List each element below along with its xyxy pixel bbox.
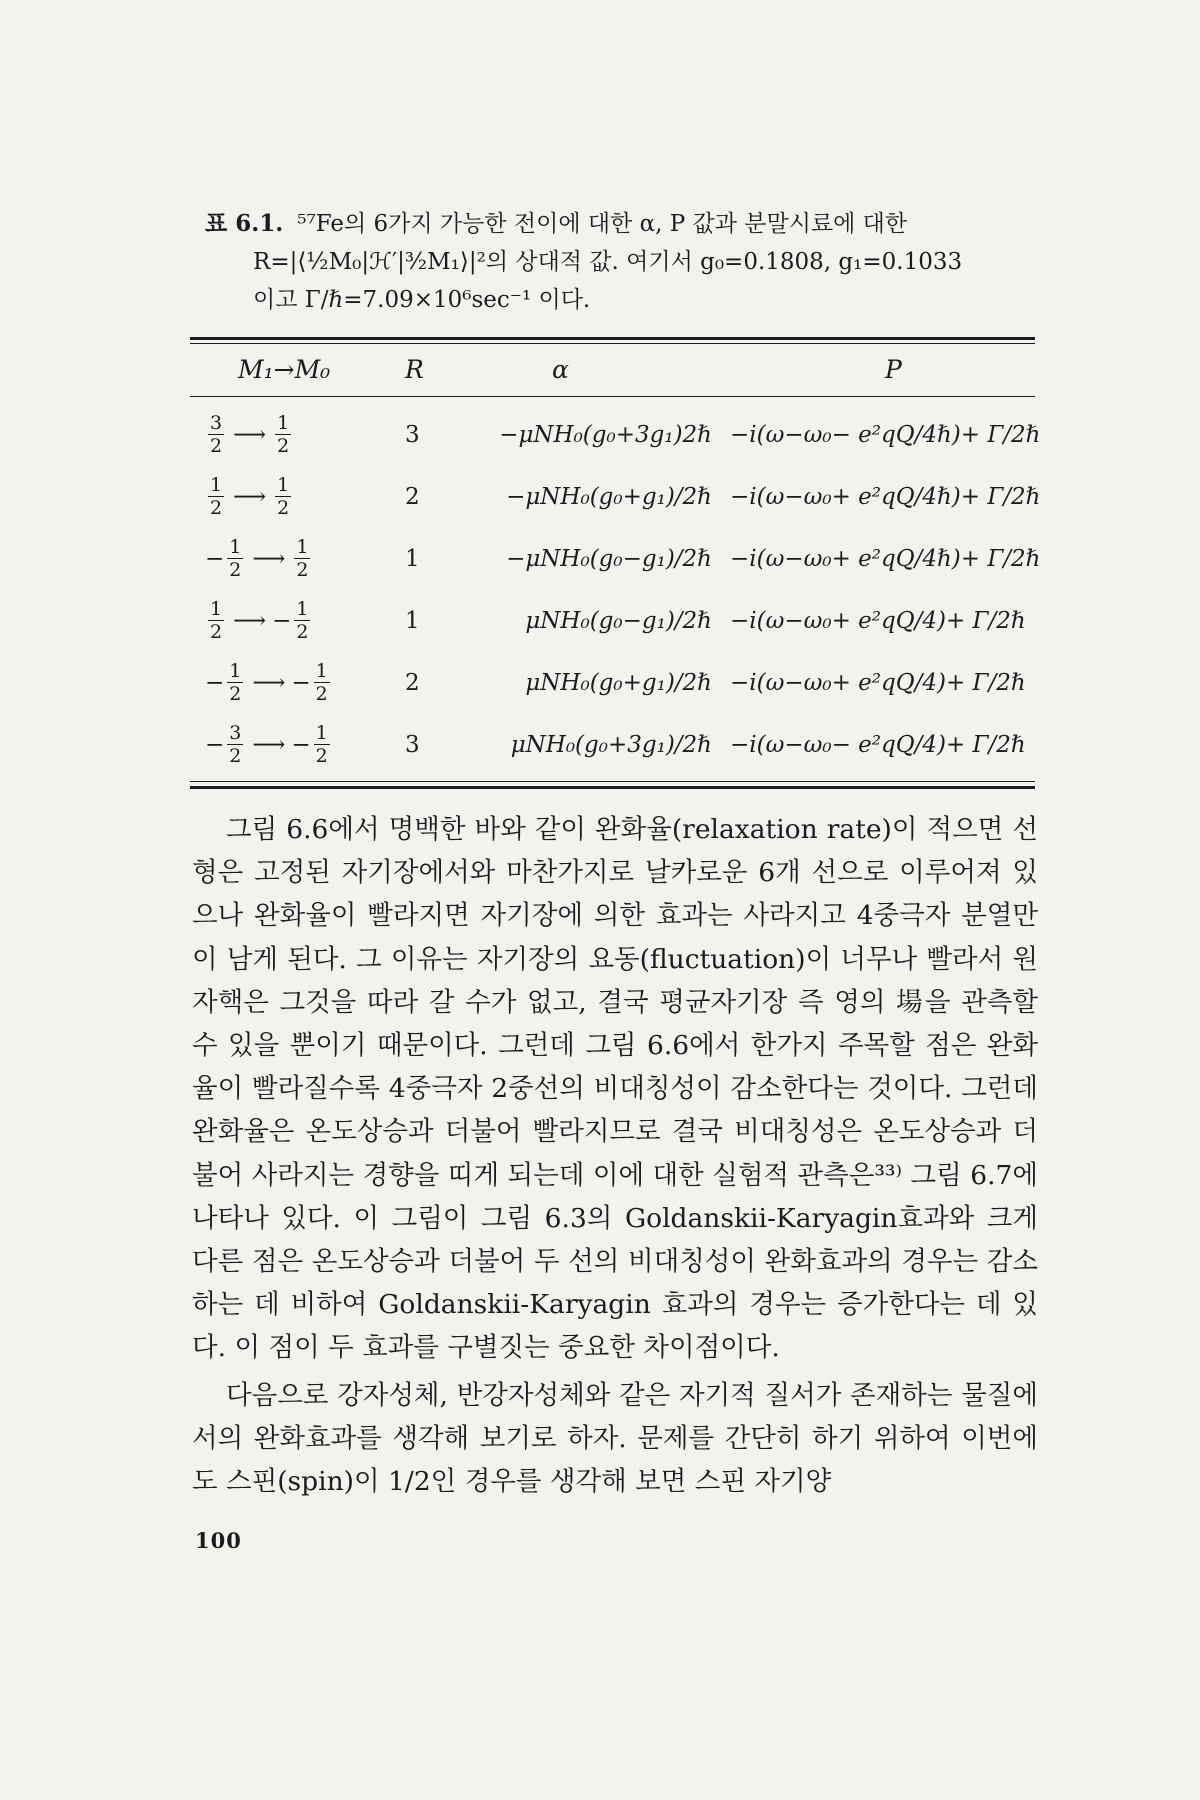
table-row [0, 590, 1200, 652]
table-row [0, 714, 1200, 776]
from-fraction: $\frac{3}{2}$ [210, 412, 223, 457]
p-cell: −i(ω−ω₀+ e²qQ/4)+ Γ/2ℏ [730, 608, 1026, 634]
from-sign: − [205, 732, 225, 758]
header-r: R [405, 355, 424, 384]
paragraph-1: 그림 6.6에서 명백한 바와 같이 완화율(relaxation rate)이 적으면 선형은 고정된 자기장에서와 마찬가지로 날카로운 6개 선으로 이루어져 있으나 완화율이 빨라지면 자기장에 의한 효과는 사라지고 4중극자 분열만이 남게 된다. 그 이유는 자기장의 요동(fluctuation)이 너무나 빨라서 원자핵은 그것을 따라 갈 수가 없고, 결국 평균자기장 즉 영의 場을 관측할 수 있을 뿐이기 때문이다. 그런데 그림 6.6에서 한가지 주목할 점은 완화율이 빨라질수록 4중극자 2중선의 비대칭성이 감소한다는 것이다. 그런데 완화율은 온도상승과 더불어 빨라지므로 결국 비대칭성은 온도상승과 더불어 사라지는 경향을 띠게 되는데 이에 대한 실험적 관측은³³⁾ 그림 6.7에 나타나 있다. 이 그림이 그림 6.3의 Goldanskii-Karyagin효과와 크게 다른 점은 온도상승과 더불어 두 선의 비대칭성이 완화효과의 경우는 감소하는 데 비하여 Goldanskii-Karyagin 효과의 경우는 증가한다는 데 있다. 이 점이 두 효과를 구별짓는 중요한 차이점이다. [192, 814, 1038, 1364]
alpha-cell: μNH₀(g₀−g₁)/2ℏ [525, 608, 712, 634]
transition-cell [205, 528, 355, 590]
header-p: P [885, 355, 902, 384]
p-cell: −i(ω−ω₀− e²qQ/4)+ Γ/2ℏ [730, 732, 1026, 758]
p-cell: −i(ω−ω₀+ e²qQ/4ℏ)+ Γ/2ℏ [730, 546, 1041, 572]
table-bottom-rule-1 [190, 781, 1035, 782]
table-top-rule-2 [190, 343, 1035, 344]
p-cell: −i(ω−ω₀+ e²qQ/4)+ Γ/2ℏ [730, 670, 1026, 696]
caption-line-3: 이고 Γ/ℏ=7.09×10⁶sec⁻¹ 이다. [253, 287, 591, 313]
r-cell: 3 [405, 732, 420, 758]
caption-line-2: R=|⟨½M₀|ℋ′|³⁄₂M₁⟩|²의 상대적 값. 여기서 g₀=0.1808, g₁=0.1033 [253, 249, 963, 275]
r-cell: 2 [405, 484, 420, 510]
r-cell: 3 [405, 422, 420, 448]
arrow: ⟶ [252, 670, 286, 696]
caption-label: 표 6.1. [205, 210, 284, 237]
from-sign: − [205, 546, 225, 572]
arrow: ⟶ [252, 732, 286, 758]
alpha-cell: −μNH₀(g₀+g₁)/2ℏ [506, 484, 712, 510]
transition-cell [205, 404, 355, 466]
to-sign: − [272, 608, 292, 634]
arrow: ⟶ [233, 422, 267, 448]
alpha-cell: −μNH₀(g₀+3g₁)2ℏ [499, 422, 712, 448]
body-text [192, 808, 1038, 1503]
from-fraction: $\frac{1}{2}$ [210, 598, 223, 643]
transition-cell [205, 652, 355, 714]
alpha-cell: μNH₀(g₀+3g₁)/2ℏ [510, 732, 712, 758]
transition-cell [205, 714, 355, 776]
table-top-rule-1 [190, 337, 1035, 340]
from-fraction: $\frac{3}{2}$ [229, 722, 242, 767]
table-bottom-rule-2 [190, 786, 1035, 789]
to-fraction: $\frac{1}{2}$ [277, 412, 290, 457]
table-row [0, 652, 1200, 714]
arrow: ⟶ [233, 484, 267, 510]
arrow: ⟶ [252, 546, 286, 572]
from-sign: − [205, 670, 225, 696]
table-row [0, 528, 1200, 590]
p-cell: −i(ω−ω₀+ e²qQ/4ℏ)+ Γ/2ℏ [730, 484, 1041, 510]
from-fraction: $\frac{1}{2}$ [229, 536, 242, 581]
from-fraction: $\frac{1}{2}$ [229, 660, 242, 705]
transition-cell [205, 466, 355, 528]
alpha-cell: μNH₀(g₀+g₁)/2ℏ [525, 670, 712, 696]
transition-cell [205, 590, 355, 652]
table-caption [205, 205, 1035, 319]
r-cell: 2 [405, 670, 420, 696]
p-cell: −i(ω−ω₀− e²qQ/4ℏ)+ Γ/2ℏ [730, 422, 1041, 448]
table-header-rule [190, 396, 1035, 397]
to-fraction: $\frac{1}{2}$ [277, 474, 290, 519]
paragraph-2: 다음으로 강자성체, 반강자성체와 같은 자기적 질서가 존재하는 물질에서의 완화효과를 생각해 보기로 하자. 문제를 간단히 하기 위하여 이번에도 스핀(spin)이 1/2인 경우를 생각해 보면 스핀 자기양 [192, 1379, 1038, 1498]
to-fraction: $\frac{1}{2}$ [315, 660, 328, 705]
arrow: ⟶ [233, 608, 267, 634]
from-fraction: $\frac{1}{2}$ [210, 474, 223, 519]
caption-line-1: 표 6.1. ⁵⁷Fe의 6가지 가능한 전이에 대한 α, P 값과 분말시료에 대한 [205, 210, 908, 237]
header-transition: M₁→M₀ [238, 355, 331, 384]
page-number: 100 [195, 1528, 242, 1553]
table-row [0, 466, 1200, 528]
to-sign: − [291, 670, 311, 696]
r-cell: 1 [405, 608, 420, 634]
to-fraction: $\frac{1}{2}$ [296, 536, 309, 581]
r-cell: 1 [405, 546, 420, 572]
alpha-cell: −μNH₀(g₀−g₁)/2ℏ [506, 546, 712, 572]
to-sign: − [291, 732, 311, 758]
to-fraction: $\frac{1}{2}$ [315, 722, 328, 767]
header-alpha: α [552, 355, 569, 384]
table-row [0, 404, 1200, 466]
to-fraction: $\frac{1}{2}$ [296, 598, 309, 643]
